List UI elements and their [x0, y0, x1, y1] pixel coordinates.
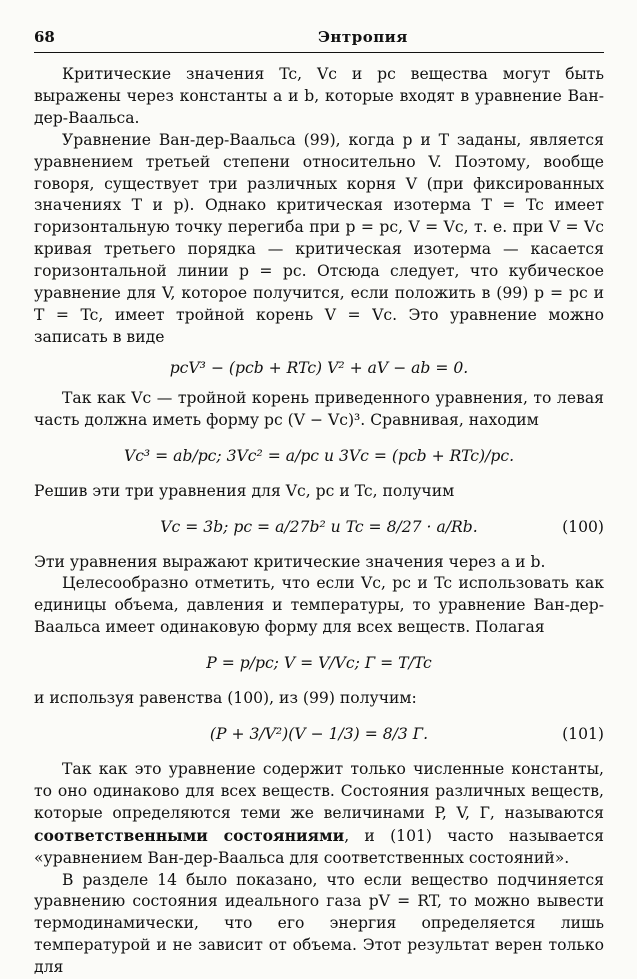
page-body [34, 64, 604, 979]
chapter-title: Энтропия [318, 28, 408, 46]
paragraph-using-100: и используя равенства (100), из (99) получим: [34, 689, 417, 708]
equation-101-body: (P + 3/V²)(V − 1/3) = 8/3 Г. [209, 725, 429, 744]
equation-cubic: pcV³ − (pcb + RTc) V² + aV − ab = 0. [169, 358, 469, 377]
equation-100-body: Vc = 3b; pc = a/27b² и Tc = 8/27 · a/Rb. [160, 517, 478, 536]
paragraph-critical-through-ab: Эти уравнения выражают критические значения через a и b. [34, 552, 546, 571]
corresponding-text-after: , и (101) часто называется «уравнением Ван-дер-Ваальса для соответственных состояний». [34, 826, 604, 867]
equation-reduced-vars: P = p/pc; V = V/Vc; Г = T/Tc [206, 654, 432, 673]
paragraph-ideal-gas: В разделе 14 было показано, что если вещество подчиняется уравнению состояния идеального газа pV = RT, то можно вывести термодинамически, что его энергия определяется лишь температурой и не зависит от объема. Этот результат верен только для [34, 870, 604, 977]
paragraph-units: Целесообразно отметить, что если Vc, pc и Tc использовать как единицы объема, давления и температуры, то уравнение Ван-дер-Ваальса имеет одинаковую форму для всех веществ. Полагая [34, 574, 604, 637]
page-number: 68 [34, 28, 55, 46]
equation-101 [34, 715, 604, 753]
page-header [34, 26, 604, 53]
paragraph-cubic-equation: Уравнение Ван-дер-Ваальса (99), когда p и T заданы, является уравнением третьей степени относительно V. Поэтому, вообще говоря, существует три различных корня V (при фиксированных значениях T и p). Однако критическая изотерма T = Tc имеет горизонтальную точку перегиба при p = pc, V = Vc, т. е. при V = Vc кривая третьего порядка — критическая изотерма — касается горизонтальной линии p = pc. Отсюда следует, что кубическое уравнение для V, которое получится, если положить в (99) p = pc и T = Tc, имеет тройной корень V = Vc. Это уравнение можно записать в виде [34, 130, 604, 346]
equation-100-number: (100) [562, 517, 604, 536]
paragraph-critical-values: Критические значения Tc, Vc и pc вещества могут быть выражены через константы a и b, которые входят в уравнение Ван-дер-Ваальса. [34, 65, 604, 127]
corresponding-states-term: соответственными состояниями [34, 825, 345, 845]
equation-compare: Vc³ = ab/pc; 3Vc² = a/pc и 3Vc = (pcb + RTc)/pc. [123, 446, 515, 465]
paragraph-corresponding-states [34, 759, 604, 870]
paragraph-triple-root: Так как Vc — тройной корень приведенного уравнения, то левая часть должна иметь форму pc (V − Vc)³. Сравнивая, находим [34, 388, 604, 429]
paragraph-solve: Решив эти три уравнения для Vc, pc и Tc, получим [34, 481, 455, 500]
equation-101-number: (101) [562, 725, 604, 744]
equation-100 [34, 508, 604, 546]
corresponding-text-before: Так как это уравнение содержит только численные константы, то оно одинаково для всех веществ. Состояния различных веществ, которые определяются теми же величинами P, V, Г, называются [34, 760, 604, 822]
